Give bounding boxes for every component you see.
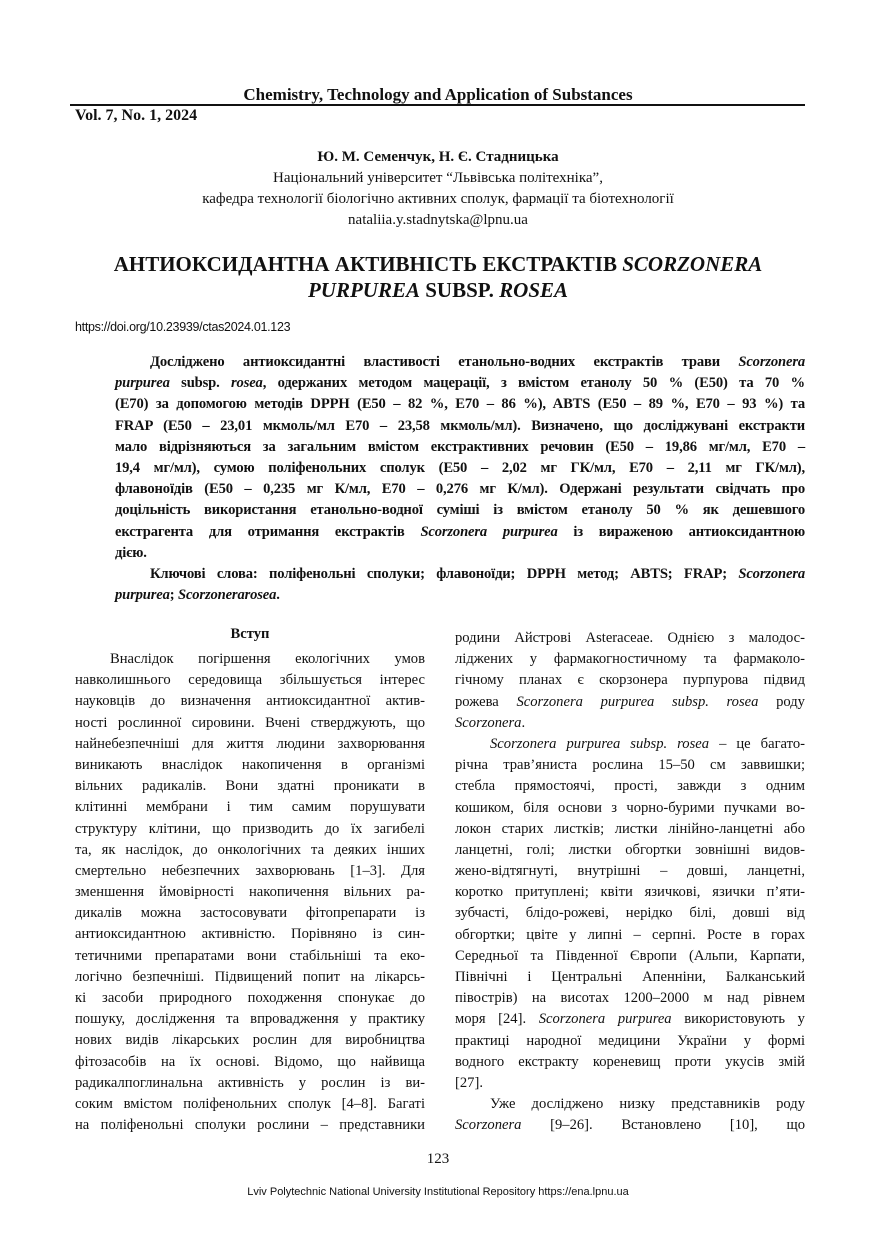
text-run: використовують у — [671, 1011, 805, 1028]
text-run: 19,4 мг/мл), сумою поліфенольних сполук (E50 – 2,02 мг ГК/мл, E70 – 2,11 мг ГК/мл), — [115, 459, 805, 476]
text-run: тетичними препаратами вони стабільніші та еко- — [75, 947, 425, 964]
section-heading-intro: Вступ — [230, 626, 270, 642]
text-line — [75, 1030, 425, 1051]
body-column-left — [75, 649, 425, 1136]
text-line — [455, 1052, 805, 1073]
paper-title-line — [0, 278, 876, 303]
text-line — [455, 1115, 805, 1136]
text-line — [75, 946, 425, 967]
authors: Ю. М. Семенчук, Н. Є. Стадницька — [317, 149, 559, 165]
text-run: радикалпоглинальна активність у рослин із ви- — [75, 1074, 425, 1091]
text-line — [115, 564, 805, 585]
text-line — [455, 692, 805, 713]
text-run: – це багато- — [709, 735, 805, 752]
italic-text: Scorzonera purpurea subsp. rosea — [490, 735, 710, 752]
text-line — [455, 967, 805, 988]
italic-text: Scorzonera — [455, 1117, 522, 1134]
text-line — [75, 882, 425, 903]
text-run: ланцетні, голі; листки обгортки зовнішні видов- — [455, 841, 805, 858]
text-line — [455, 734, 805, 755]
text-line — [455, 670, 805, 691]
text-line — [455, 713, 805, 734]
affiliation-line: кафедра технології біологічно активних сполук, фармації та біотехнології — [202, 191, 674, 207]
italic-text: Scorzonera purpurea — [420, 523, 558, 540]
text-line — [455, 1073, 805, 1094]
text-run: subsp. — [169, 375, 232, 392]
text-line — [75, 713, 425, 734]
text-line — [115, 543, 805, 564]
text-run: . — [276, 587, 280, 604]
text-line — [455, 861, 805, 882]
text-run: АНТИОКСИДАНТНА АКТИВНІСТЬ ЕКСТРАКТІВ — [113, 252, 623, 276]
text-line — [115, 522, 805, 543]
text-run: стебла прямостоячі, прості, завжди з одним — [455, 778, 805, 795]
text-line — [455, 840, 805, 861]
text-run: рожева — [455, 693, 517, 710]
text-run: дією. — [115, 544, 147, 561]
text-run: дикалів можна застосовувати фітопрепарати із — [75, 905, 425, 922]
repository-footer: Lviv Polytechnic National University Institutional Repository https://ena.lpnu.ua — [247, 1186, 629, 1198]
text-run: вільних радикалів. Вони здатні проникати в — [75, 778, 425, 795]
text-line — [455, 1094, 805, 1115]
text-line — [115, 585, 805, 606]
text-line — [455, 649, 805, 670]
text-run: антиоксидантною активністю. Порівняно із син- — [75, 926, 425, 943]
text-line — [75, 903, 425, 924]
text-line — [75, 924, 425, 945]
text-run: обгортки; цвіте у липні – серпні. Росте в горах — [455, 926, 805, 943]
paragraph — [115, 564, 805, 606]
text-run: родини Айстрові Asteraceae. Однією з малодос- — [455, 630, 805, 646]
text-run: ності рослинної сировини. Вчені стверджують, що — [75, 714, 425, 731]
text-run: зубчасті, блідо-рожеві, нерідко білі, довші від — [455, 905, 805, 922]
text-line — [115, 458, 805, 479]
text-line — [455, 946, 805, 967]
text-run: екстрагента для отримання екстрактів — [115, 523, 421, 540]
text-run: мало відрізняються за загальним вмістом екстрактивних речовин (E50 – 19,86 мг/мл, E70 – — [115, 438, 805, 455]
text-line — [115, 479, 805, 500]
text-run: фітозасобів на їх основі. Відомо, що найвища — [75, 1053, 425, 1070]
text-line — [455, 776, 805, 797]
text-run: кі засоби природного походження спонукає до — [75, 990, 425, 1006]
text-line — [455, 1031, 805, 1052]
text-line — [455, 925, 805, 946]
text-run: , одержаних методом мацерації, з вмістом етанолу 50 % (E50) та 70 % — [262, 375, 806, 392]
text-line — [75, 1073, 425, 1094]
text-line — [75, 840, 425, 861]
text-run: на поліфенольні сполуки рослини – представники — [75, 1117, 425, 1134]
abstract — [115, 352, 805, 606]
volume-info: Vol. 7, No. 1, 2024 — [75, 107, 198, 124]
italic-text: rosea — [231, 375, 263, 392]
text-line — [75, 861, 425, 882]
italic-text: purpurea — [115, 587, 170, 604]
text-run: нових видів лікарських рослин для виробництва — [75, 1032, 425, 1049]
text-line — [75, 967, 425, 988]
text-line — [75, 649, 425, 670]
paragraph — [115, 352, 805, 564]
header-rule — [70, 104, 805, 106]
text-line — [115, 394, 805, 415]
text-line — [75, 691, 425, 712]
text-run: FRAP (E50 – 23,01 мкмоль/мл E70 – 23,58 мкмоль/мл). Визначено, що досліджувані екстракти — [115, 417, 805, 434]
text-line — [75, 755, 425, 776]
doi-link[interactable]: https://doi.org/10.23939/ctas2024.01.123 — [75, 320, 291, 334]
text-run: Ключові слова: поліфенольні сполуки; флавоноїди; DPPH метод; ABTS; FRAP; — [150, 565, 739, 582]
italic-text: SCORZONERA — [622, 252, 763, 276]
text-run: жено-відтягнуті, внутрішні – довші, ланцетні, — [455, 863, 805, 880]
text-run: півострів) на висотах 1200–2000 м над рівнем — [455, 990, 805, 1007]
text-run: із вираженою антиоксидантною — [557, 523, 805, 540]
paper-title-line — [0, 252, 876, 277]
text-line — [455, 755, 805, 776]
italic-text: Scorzonera purpurea subsp. rosea — [516, 693, 759, 710]
text-line — [75, 734, 425, 755]
text-run: пошуку, дослідження та впровадження у практику — [75, 1011, 425, 1028]
text-run: флавоноїдів (E50 – 0,235 мг К/мл, E70 – 0,276 мг К/мл). Одержані результати свідчать про — [115, 481, 805, 498]
text-run: гічному планах є скорзонера пурпурова підвид — [455, 672, 805, 689]
text-line — [75, 1052, 425, 1073]
text-run: SUBSP. — [419, 278, 500, 302]
text-line — [75, 1115, 425, 1136]
text-run: коротко притуплені; квіти язичкові, язички п’яти- — [455, 884, 805, 901]
text-run: Внаслідок погіршення екологічних умов — [110, 651, 425, 667]
text-run: смертельно небезпечних захворювань [1–3]. Для — [75, 862, 425, 879]
paragraph — [455, 1094, 805, 1136]
text-line — [455, 819, 805, 840]
text-line — [75, 1009, 425, 1030]
text-line — [115, 500, 805, 521]
text-run: найнебезпечніші для життя людини захворювання — [75, 735, 425, 752]
page-number: 123 — [426, 1151, 450, 1167]
text-run: Північні і Центральні Апенніни, Балканський — [455, 969, 805, 985]
paragraph — [455, 628, 805, 734]
text-line — [115, 352, 805, 373]
italic-text: ROSEA — [499, 278, 569, 302]
italic-text: Scorzonera — [738, 354, 805, 370]
text-line — [115, 373, 805, 394]
text-line — [75, 819, 425, 840]
text-run: річна трав’яниста рослина 15–50 см заввишки; — [455, 757, 805, 774]
text-line — [455, 1009, 805, 1030]
text-run: навколишнього середовища збільшується інтерес — [75, 672, 425, 689]
text-line — [75, 797, 425, 818]
text-run: . — [521, 714, 526, 731]
text-run: соким вмістом поліфенольних сполук [4–8]. Багаті — [75, 1095, 425, 1112]
text-line — [75, 670, 425, 691]
paragraph — [455, 734, 805, 1094]
text-run: (E70) за допомогою методів DPPH (E50 – 82 %, E70 – 86 %), ABTS (E50 – 89 %, E70 – 93 %) та — [115, 396, 805, 413]
text-run: ; — [169, 587, 178, 604]
text-line — [455, 882, 805, 903]
text-line — [75, 988, 425, 1009]
text-line — [455, 628, 805, 649]
text-run: виникають внаслідок накопичення в організмі — [75, 756, 425, 773]
body-column-right — [455, 628, 805, 1137]
italic-text: Scorzonera — [455, 714, 522, 731]
text-line — [115, 416, 805, 437]
text-run: Уже досліджено низку представників роду — [490, 1096, 805, 1113]
text-run: та, як наслідок, до онкологічних та деяких інших — [75, 841, 425, 858]
text-run: практиці народної медицини України у формі — [455, 1032, 805, 1049]
author-email[interactable]: nataliia.y.stadnytska@lpnu.ua — [348, 212, 528, 228]
affiliation-line: Національний університет “Львівська політехніка”, — [273, 170, 603, 186]
italic-text: PURPUREA — [307, 278, 420, 302]
italic-text: purpurea — [115, 375, 170, 392]
text-run: кошиком, біля основи з чорно-бурими пучками во- — [455, 799, 805, 816]
text-line — [455, 988, 805, 1009]
italic-text: Scorzonerarosea — [177, 587, 277, 604]
text-run: водного екстракту кореневищ проти укусів змій — [455, 1053, 805, 1070]
text-run: клітинні мембрани і тим самим порушувати — [75, 799, 425, 816]
text-run: Досліджено антиоксидантні властивості етанольно-водних екстрактів трави — [150, 354, 739, 370]
text-run: науковців до визначення антиоксидантної актив- — [75, 693, 425, 710]
text-run: локон старих листків; листки лінійно-ланцетні або — [455, 820, 805, 837]
text-run: роду — [758, 693, 805, 710]
text-run: моря [24]. — [455, 1011, 539, 1028]
text-run: структуру клітини, що призводить до їх загибелі — [75, 820, 425, 837]
italic-text: Scorzonera — [738, 565, 805, 582]
text-run: зменшення ймовірності накопичення вільних ра- — [75, 884, 425, 901]
text-run: Середньої та Південної Європи (Альпи, Карпати, — [455, 947, 805, 964]
text-line — [455, 903, 805, 924]
text-run: логічно безпечніші. Підвищений попит на лікарсь- — [75, 968, 425, 985]
text-line — [75, 1094, 425, 1115]
text-run: [27]. — [455, 1074, 483, 1091]
text-line — [115, 437, 805, 458]
journal-name: Chemistry, Technology and Application of Substances — [243, 85, 633, 104]
italic-text: Scorzonera purpurea — [538, 1011, 672, 1028]
text-line — [455, 798, 805, 819]
paragraph — [75, 649, 425, 1136]
text-run: ліджених у фармакогностичному та фармаколо- — [455, 651, 805, 668]
text-run: доцільність використання етанольно-водної суміші із вмістом етанолу 50 % як дешевшого — [115, 502, 805, 519]
text-run: [9–26]. Встановлено [10], що — [521, 1117, 805, 1134]
text-line — [75, 776, 425, 797]
